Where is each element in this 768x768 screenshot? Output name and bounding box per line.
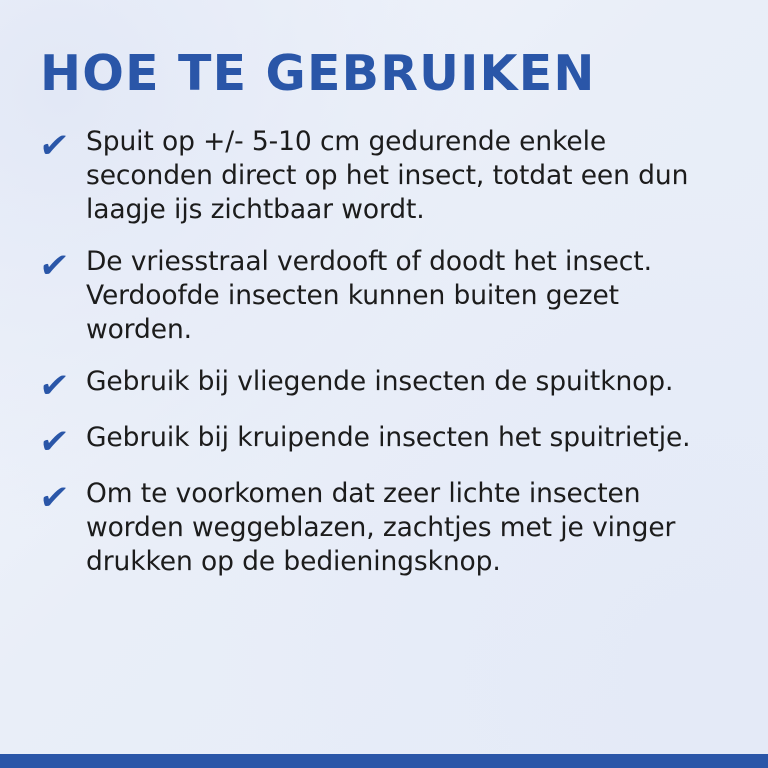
list-item (36, 125, 724, 227)
page-title: HOE TE GEBRUIKEN (40, 45, 596, 102)
instruction-list (36, 125, 724, 578)
list-item-text: De vriesstraal verdooft of doodt het insect. Verdoofde insecten kunnen buiten gezet worden. (86, 246, 652, 345)
check-icon: ✔ (36, 421, 72, 462)
check-icon: ✔ (36, 246, 72, 287)
list-item-text: Gebruik bij vliegende insecten de spuitknop. (86, 365, 674, 397)
check-icon: ✔ (36, 126, 72, 167)
list-item (36, 365, 724, 406)
list-item-text: Om te voorkomen dat zeer lichte insecten worden weggeblazen, zachtjes met je vinger drukken op de bedieningsknop. (86, 477, 676, 577)
list-item-text: Spuit op +/- 5-10 cm gedurende enkele seconden direct op het insect, totdat een dun laagje ijs zichtbaar wordt. (86, 126, 689, 226)
check-icon: ✔ (36, 477, 72, 518)
list-item (36, 245, 724, 347)
list-item (36, 421, 724, 462)
check-icon: ✔ (36, 365, 72, 406)
list-item (36, 477, 724, 579)
list-item-text: Gebruik bij kruipende insecten het spuitrietje. (86, 421, 691, 453)
